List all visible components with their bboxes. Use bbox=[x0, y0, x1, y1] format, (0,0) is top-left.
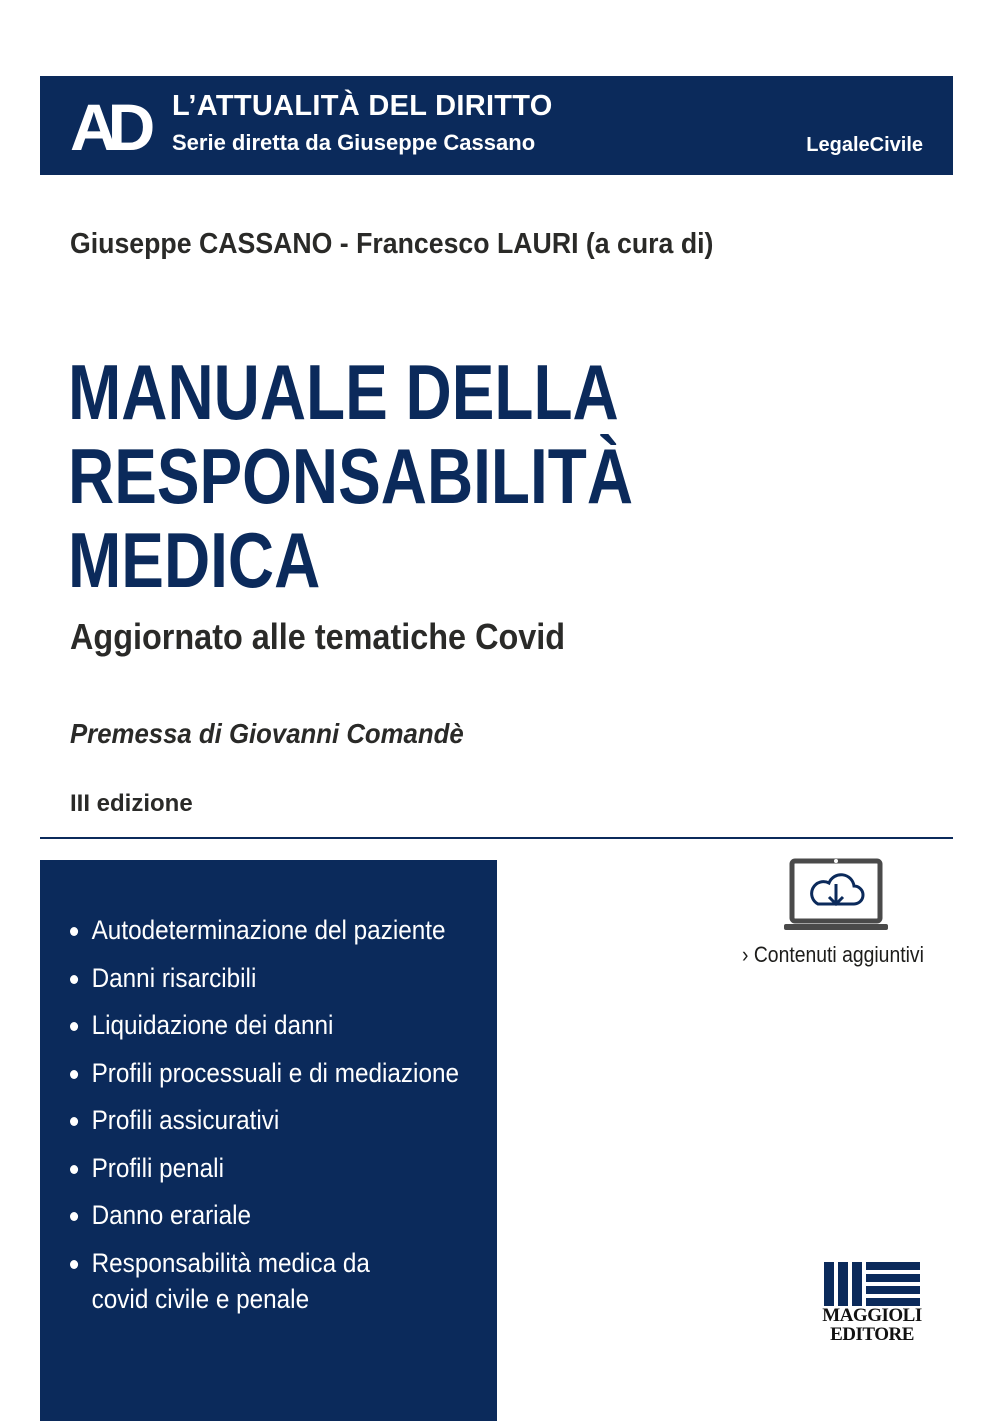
topic-item bbox=[70, 1245, 398, 1317]
topic-item bbox=[70, 1150, 479, 1186]
topic-item bbox=[70, 1197, 479, 1233]
series-title: L’ATTUALITÀ DEL DIRITTO bbox=[172, 90, 553, 122]
book-subtitle: Aggiornato alle tematiche Covid bbox=[70, 616, 566, 657]
topic-item bbox=[70, 1007, 479, 1043]
topic-text: Responsabilità medica da covid civile e penale bbox=[91, 1247, 370, 1314]
publisher-name bbox=[820, 1306, 924, 1344]
book-title-line: MEDICA bbox=[68, 516, 321, 604]
ad-logo-icon bbox=[70, 94, 160, 156]
bullet-icon bbox=[70, 975, 78, 984]
series-banner bbox=[40, 76, 953, 175]
extra-contents-label[interactable]: › Contenuti aggiuntivi bbox=[742, 942, 924, 967]
topic-item bbox=[70, 912, 479, 948]
bullet-icon bbox=[70, 927, 78, 936]
book-title-line: MANUALE DELLA bbox=[68, 348, 619, 436]
publisher-logo bbox=[820, 1258, 924, 1350]
laptop-cloud-download-icon bbox=[784, 858, 888, 934]
extra-contents[interactable] bbox=[742, 858, 942, 978]
topic-text: Profili penali bbox=[91, 1152, 224, 1183]
bullet-icon bbox=[70, 1117, 78, 1126]
topic-text: Danni risarcibili bbox=[91, 962, 257, 993]
edition: III edizione bbox=[70, 790, 193, 817]
book-title-line: RESPONSABILITÀ bbox=[68, 432, 634, 520]
ad-logo-text: AD bbox=[70, 94, 146, 156]
bullet-icon bbox=[70, 1022, 78, 1031]
topics-panel bbox=[40, 860, 497, 1421]
series-tag: LegaleCivile bbox=[806, 134, 923, 156]
topic-text: Profili processuali e di mediazione bbox=[91, 1057, 459, 1088]
publisher-name-line2: EDITORE bbox=[830, 1324, 914, 1345]
topic-text: Liquidazione dei danni bbox=[91, 1010, 334, 1040]
authors: Giuseppe CASSANO - Francesco LAURI (a cura di) bbox=[70, 228, 714, 260]
bullet-icon bbox=[70, 1070, 78, 1079]
topic-text: Danno erariale bbox=[91, 1200, 251, 1230]
book-title bbox=[68, 350, 633, 602]
topics-list bbox=[70, 912, 524, 1328]
bullet-icon bbox=[70, 1260, 78, 1269]
bullet-icon bbox=[70, 1165, 78, 1174]
bullet-icon bbox=[70, 1212, 78, 1221]
maggioli-logo-icon bbox=[822, 1258, 922, 1306]
premise: Premessa di Giovanni Comandè bbox=[70, 718, 464, 749]
series-subtitle: Serie diretta da Giuseppe Cassano bbox=[172, 130, 536, 155]
divider bbox=[40, 837, 953, 839]
topic-item bbox=[70, 1055, 479, 1091]
topic-text: Profili assicurativi bbox=[91, 1105, 280, 1135]
topic-text: Autodeterminazione del paziente bbox=[91, 915, 446, 945]
topic-item bbox=[70, 1102, 479, 1138]
topic-item bbox=[70, 960, 479, 996]
publisher-name-line1: MAGGIOLI bbox=[822, 1305, 922, 1326]
